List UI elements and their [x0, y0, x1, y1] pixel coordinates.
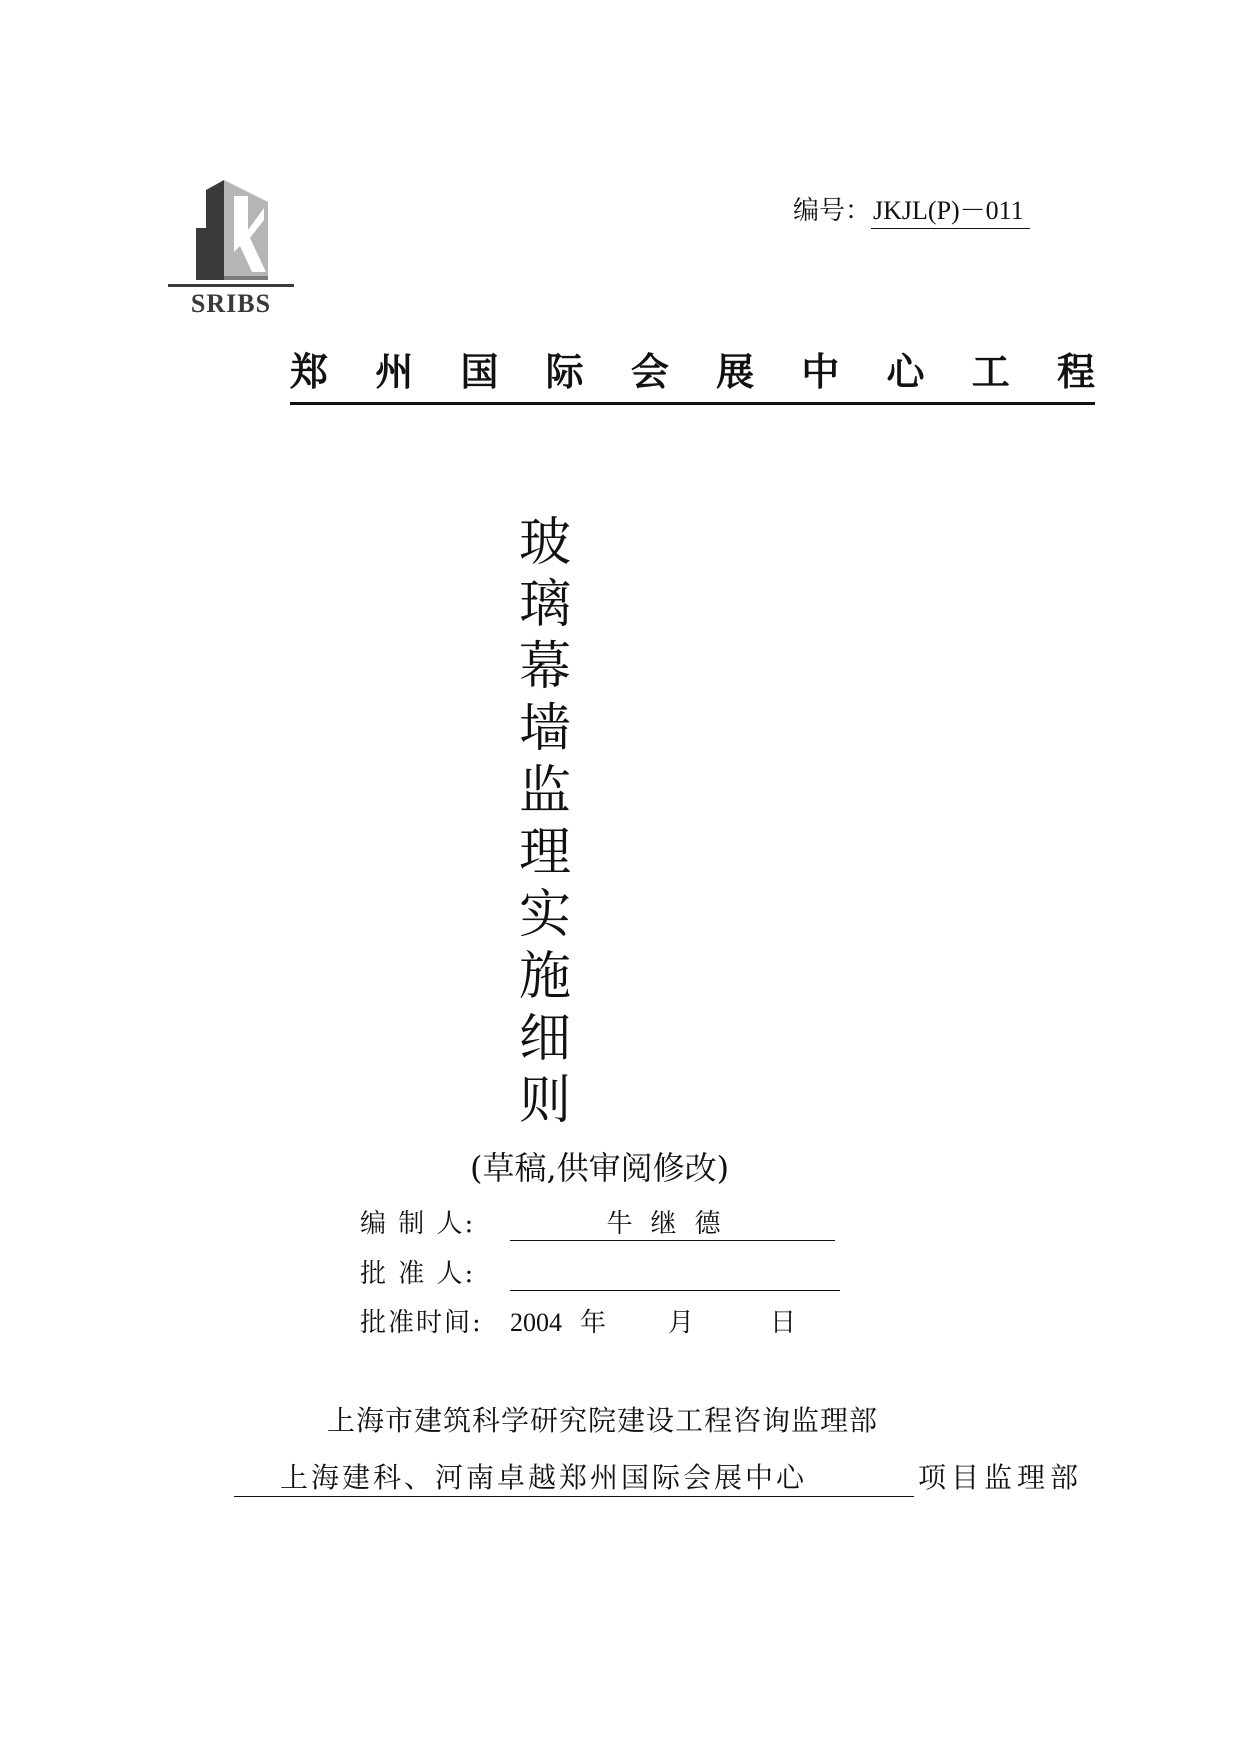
approver-value: [510, 1256, 840, 1291]
project-title-char: 际: [545, 350, 584, 394]
project-title-char: 心: [886, 350, 925, 394]
department-name: 项目监理部: [918, 1461, 1084, 1494]
document-title-char: 施: [518, 947, 571, 1007]
document-number-label: 编号：: [793, 196, 872, 226]
organization-name: 上海市建筑科学研究院建设工程咨询监理部: [327, 1404, 879, 1437]
document-number: [793, 196, 1030, 229]
document-title-char: 则: [518, 1071, 571, 1131]
project-department: [234, 1460, 1083, 1497]
project-title-char: 工: [971, 350, 1010, 394]
document-title-char: 玻: [518, 513, 571, 573]
document-title-char: 细: [518, 1009, 571, 1069]
compiler-value: 牛继德: [510, 1206, 835, 1241]
sribs-logo: [168, 180, 300, 320]
project-title-char: 中: [801, 350, 840, 394]
svg-text:SRIBS: SRIBS: [190, 289, 272, 318]
project-title-char: 程: [1056, 350, 1095, 394]
document-title-char: 理: [518, 823, 571, 883]
project-title-char: 州: [375, 350, 414, 394]
project-title: [290, 350, 1095, 405]
project-title-char: 郑: [290, 350, 329, 394]
document-title-char: 璃: [518, 575, 571, 635]
compiler-row: [360, 1206, 835, 1246]
day-unit: 日: [770, 1308, 797, 1338]
draft-note: (草稿,供审阅修改): [470, 1149, 730, 1187]
document-title-char: 幕: [518, 637, 571, 697]
document-title: [505, 512, 585, 1132]
document-number-value: JKJL(P)－011: [871, 196, 1030, 229]
year-unit: 年: [580, 1308, 607, 1338]
project-title-char: 展: [716, 350, 755, 394]
project-title-char: 会: [630, 350, 669, 394]
month-unit: 月: [668, 1308, 695, 1338]
project-title-char: 国: [460, 350, 499, 394]
document-title-char: 墙: [518, 699, 571, 759]
approval-year: 2004: [510, 1308, 562, 1337]
approval-date-row: [360, 1305, 796, 1345]
approver-label: 批 准 人:: [360, 1259, 476, 1289]
document-title-char: 实: [518, 885, 571, 945]
approval-date-label: 批准时间:: [360, 1308, 483, 1338]
document-title-char: 监: [518, 761, 571, 821]
approver-row: [360, 1256, 840, 1296]
joint-venture-name: 上海建科、河南卓越郑州国际会展中心: [234, 1460, 914, 1497]
compiler-label: 编 制 人:: [360, 1209, 476, 1239]
